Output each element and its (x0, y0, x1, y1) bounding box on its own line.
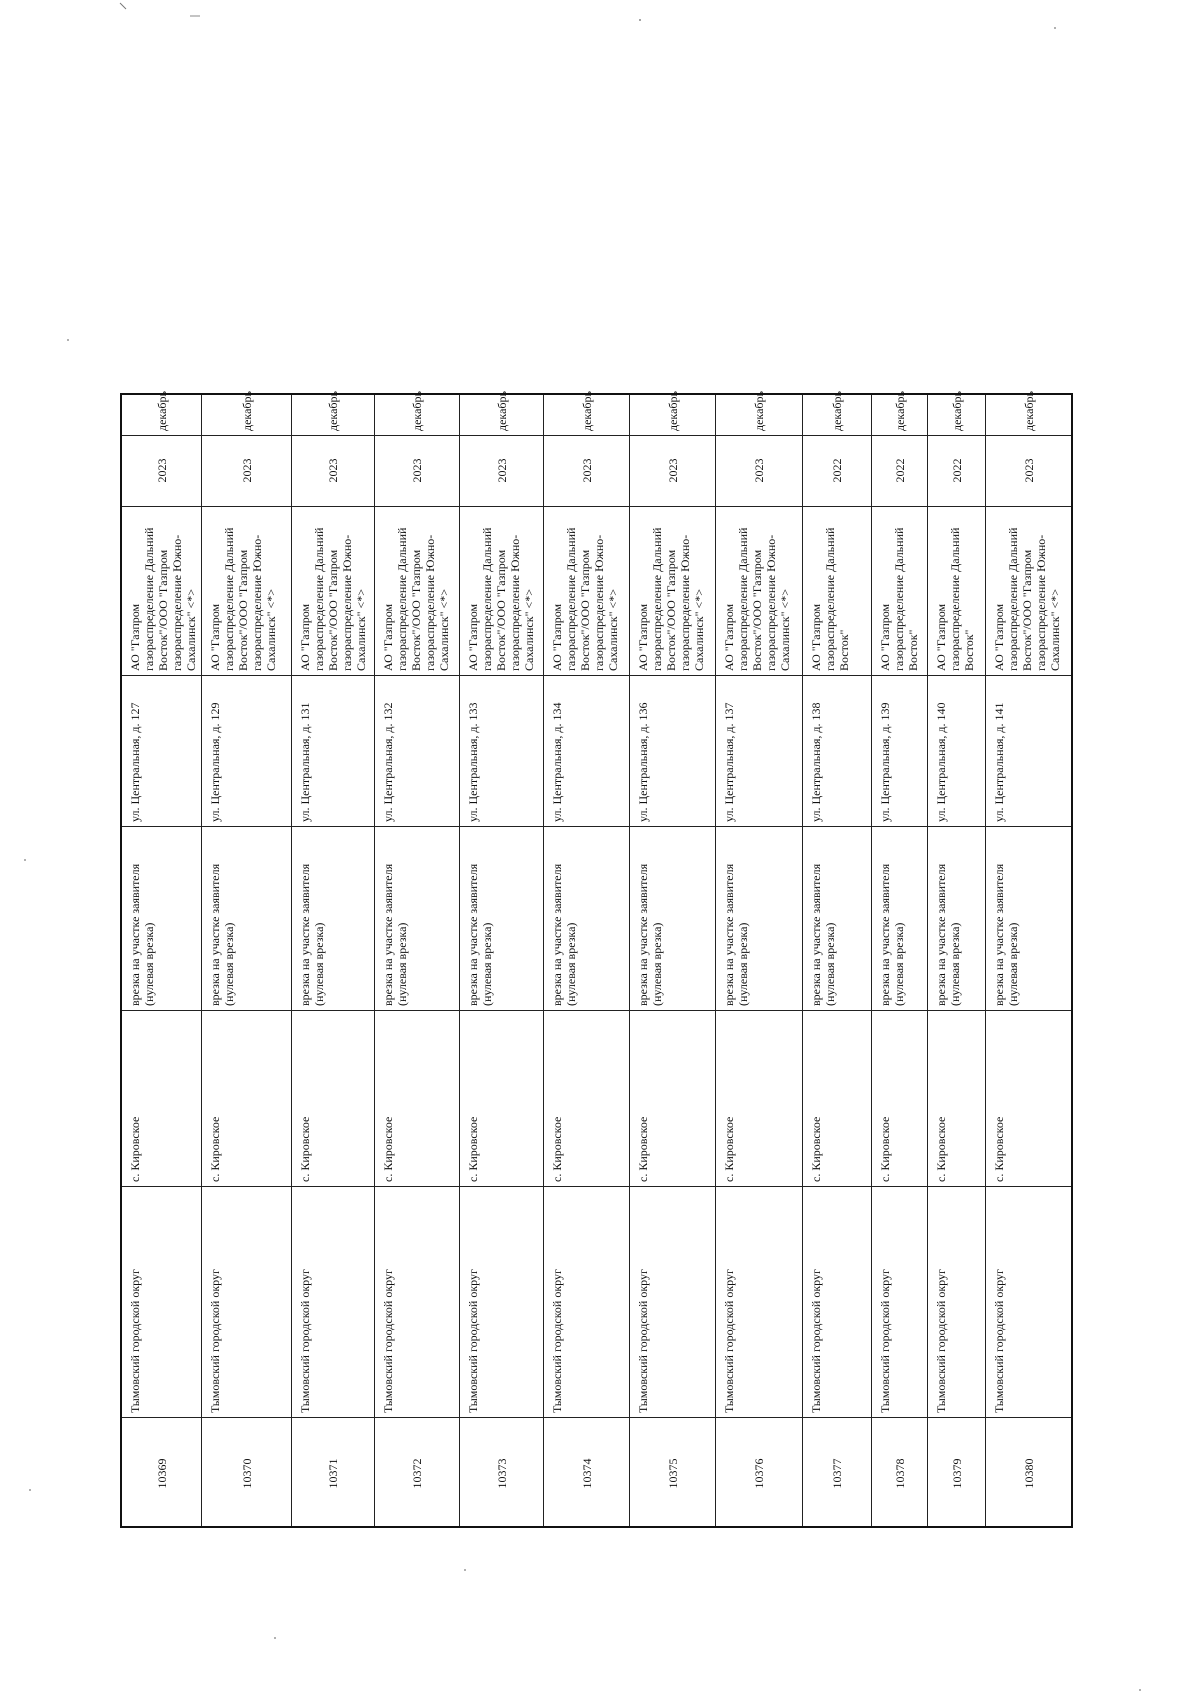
cell-address: ул. Центральная, д. 129 (208, 702, 222, 822)
table-row (803, 391, 872, 1526)
table-row (202, 391, 292, 1526)
cell-district: Тымовский городской округ (298, 1269, 312, 1413)
cell-district: Тымовский городской округ (550, 1269, 564, 1413)
cell-year: 2023 (752, 458, 766, 483)
cell-address: ул. Центральная, д. 133 (466, 702, 480, 822)
cell-connection-method: врезка на участке заявителя (нулевая врезка) (878, 863, 906, 1006)
cell-district: Тымовский городской округ (381, 1269, 395, 1413)
cell-row-number: 10372 (410, 1458, 424, 1489)
cell-settlement: с. Кировское (550, 1116, 564, 1182)
cell-month: декабрь (495, 391, 509, 431)
table-row (872, 391, 928, 1526)
cell-connection-method: врезка на участке заявителя (нулевая врезка) (208, 863, 236, 1006)
table-row (630, 391, 716, 1526)
cell-executor: АО "Газпром газораспределение Дальний Восток"/ООО "Газпром газораспределение Южно-Сахалинск" <*> (466, 527, 536, 671)
cell-settlement: с. Кировское (722, 1116, 736, 1182)
plan-table (120, 393, 1073, 1528)
cell-address: ул. Центральная, д. 127 (128, 702, 142, 822)
cell-row-number: 10378 (893, 1458, 907, 1489)
cell-connection-method: врезка на участке заявителя (нулевая врезка) (381, 863, 409, 1006)
cell-month: декабрь (410, 391, 424, 431)
cell-month: декабрь (830, 391, 844, 431)
cell-row-number: 10373 (495, 1458, 509, 1489)
table-row (928, 391, 986, 1526)
cell-executor: АО "Газпром газораспределение Дальний Восток"/ООО "Газпром газораспределение Южно-Сахалинск" <*> (128, 527, 198, 671)
cell-district: Тымовский городской округ (878, 1269, 892, 1413)
cell-connection-method: врезка на участке заявителя (нулевая врезка) (636, 863, 664, 1006)
cell-address: ул. Центральная, д. 138 (809, 702, 823, 822)
cell-executor: АО "Газпром газораспределение Дальний Восток"/ООО "Газпром газораспределение Южно-Сахалинск" <*> (208, 527, 278, 671)
cell-settlement: с. Кировское (636, 1116, 650, 1182)
cell-year: 2023 (410, 458, 424, 483)
cell-settlement: с. Кировское (466, 1116, 480, 1182)
table-row (544, 391, 630, 1526)
cell-address: ул. Центральная, д. 137 (722, 702, 736, 822)
cell-district: Тымовский городской округ (722, 1269, 736, 1413)
cell-row-number: 10376 (752, 1458, 766, 1489)
cell-month: декабрь (666, 391, 680, 431)
cell-month: декабрь (326, 391, 340, 431)
cell-month: декабрь (240, 391, 254, 431)
cell-year: 2023 (580, 458, 594, 483)
cell-connection-method: врезка на участке заявителя (нулевая врезка) (992, 863, 1020, 1006)
cell-settlement: с. Кировское (208, 1116, 222, 1182)
cell-executor: АО "Газпром газораспределение Дальний Восток"/ООО "Газпром газораспределение Южно-Сахалинск" <*> (550, 527, 620, 671)
cell-executor: АО "Газпром газораспределение Дальний Восток"/ООО "Газпром газораспределение Южно-Сахалинск" <*> (381, 527, 451, 671)
cell-executor: АО "Газпром газораспределение Дальний Восток" (934, 527, 976, 671)
cell-row-number: 10379 (950, 1458, 964, 1489)
cell-district: Тымовский городской округ (636, 1269, 650, 1413)
cell-district: Тымовский городской округ (128, 1269, 142, 1413)
cell-year: 2023 (326, 458, 340, 483)
cell-connection-method: врезка на участке заявителя (нулевая врезка) (722, 863, 750, 1006)
cell-executor: АО "Газпром газораспределение Дальний Восток" (878, 527, 920, 671)
cell-settlement: с. Кировское (298, 1116, 312, 1182)
cell-executor: АО "Газпром газораспределение Дальний Восток"/ООО "Газпром газораспределение Южно-Сахалинск" <*> (722, 527, 792, 671)
cell-row-number: 10371 (326, 1458, 340, 1489)
cell-connection-method: врезка на участке заявителя (нулевая врезка) (128, 863, 156, 1006)
cell-settlement: с. Кировское (381, 1116, 395, 1182)
cell-row-number: 10375 (666, 1458, 680, 1489)
cell-year: 2022 (893, 458, 907, 483)
cell-year: 2023 (666, 458, 680, 483)
cell-month: декабрь (950, 391, 964, 431)
table-row (375, 391, 460, 1526)
cell-district: Тымовский городской округ (992, 1269, 1006, 1413)
cell-address: ул. Центральная, д. 140 (934, 702, 948, 822)
cell-row-number: 10370 (240, 1458, 254, 1489)
cell-connection-method: врезка на участке заявителя (нулевая врезка) (550, 863, 578, 1006)
cell-address: ул. Центральная, д. 131 (298, 702, 312, 822)
cell-year: 2023 (240, 458, 254, 483)
cell-settlement: с. Кировское (809, 1116, 823, 1182)
table-row (986, 391, 1073, 1526)
cell-connection-method: врезка на участке заявителя (нулевая врезка) (298, 863, 326, 1006)
cell-district: Тымовский городской округ (208, 1269, 222, 1413)
cell-year: 2022 (950, 458, 964, 483)
cell-year: 2023 (155, 458, 169, 483)
cell-year: 2023 (1022, 458, 1036, 483)
table-row (716, 391, 803, 1526)
cell-address: ул. Центральная, д. 134 (550, 702, 564, 822)
cell-executor: АО "Газпром газораспределение Дальний Восток"/ООО "Газпром газораспределение Южно-Сахалинск" <*> (298, 527, 368, 671)
cell-address: ул. Центральная, д. 141 (992, 702, 1006, 822)
cell-month: декабрь (580, 391, 594, 431)
cell-executor: АО "Газпром газораспределение Дальний Восток"/ООО "Газпром газораспределение Южно-Сахалинск" <*> (992, 527, 1062, 671)
cell-connection-method: врезка на участке заявителя (нулевая врезка) (466, 863, 494, 1006)
cell-executor: АО "Газпром газораспределение Дальний Восток" (809, 527, 851, 671)
cell-month: декабрь (752, 391, 766, 431)
cell-district: Тымовский городской округ (809, 1269, 823, 1413)
cell-row-number: 10377 (830, 1458, 844, 1489)
cell-executor: АО "Газпром газораспределение Дальний Восток"/ООО "Газпром газораспределение Южно-Сахалинск" <*> (636, 527, 706, 671)
cell-settlement: с. Кировское (878, 1116, 892, 1182)
cell-settlement: с. Кировское (128, 1116, 142, 1182)
cell-row-number: 10374 (580, 1458, 594, 1489)
cell-address: ул. Центральная, д. 139 (878, 702, 892, 822)
cell-year: 2022 (830, 458, 844, 483)
cell-month: декабрь (1022, 391, 1036, 431)
cell-year: 2023 (495, 458, 509, 483)
cell-address: ул. Центральная, д. 136 (636, 702, 650, 822)
cell-month: декабрь (155, 391, 169, 431)
table-row (460, 391, 544, 1526)
table-row (292, 391, 375, 1526)
table-row (122, 391, 202, 1526)
cell-month: декабрь (893, 391, 907, 431)
cell-settlement: с. Кировское (992, 1116, 1006, 1182)
cell-settlement: с. Кировское (934, 1116, 948, 1182)
cell-connection-method: врезка на участке заявителя (нулевая врезка) (934, 863, 962, 1006)
cell-row-number: 10380 (1022, 1458, 1036, 1489)
cell-district: Тымовский городской округ (466, 1269, 480, 1413)
cell-address: ул. Центральная, д. 132 (381, 702, 395, 822)
cell-row-number: 10369 (155, 1458, 169, 1489)
cell-connection-method: врезка на участке заявителя (нулевая врезка) (809, 863, 837, 1006)
cell-district: Тымовский городской округ (934, 1269, 948, 1413)
